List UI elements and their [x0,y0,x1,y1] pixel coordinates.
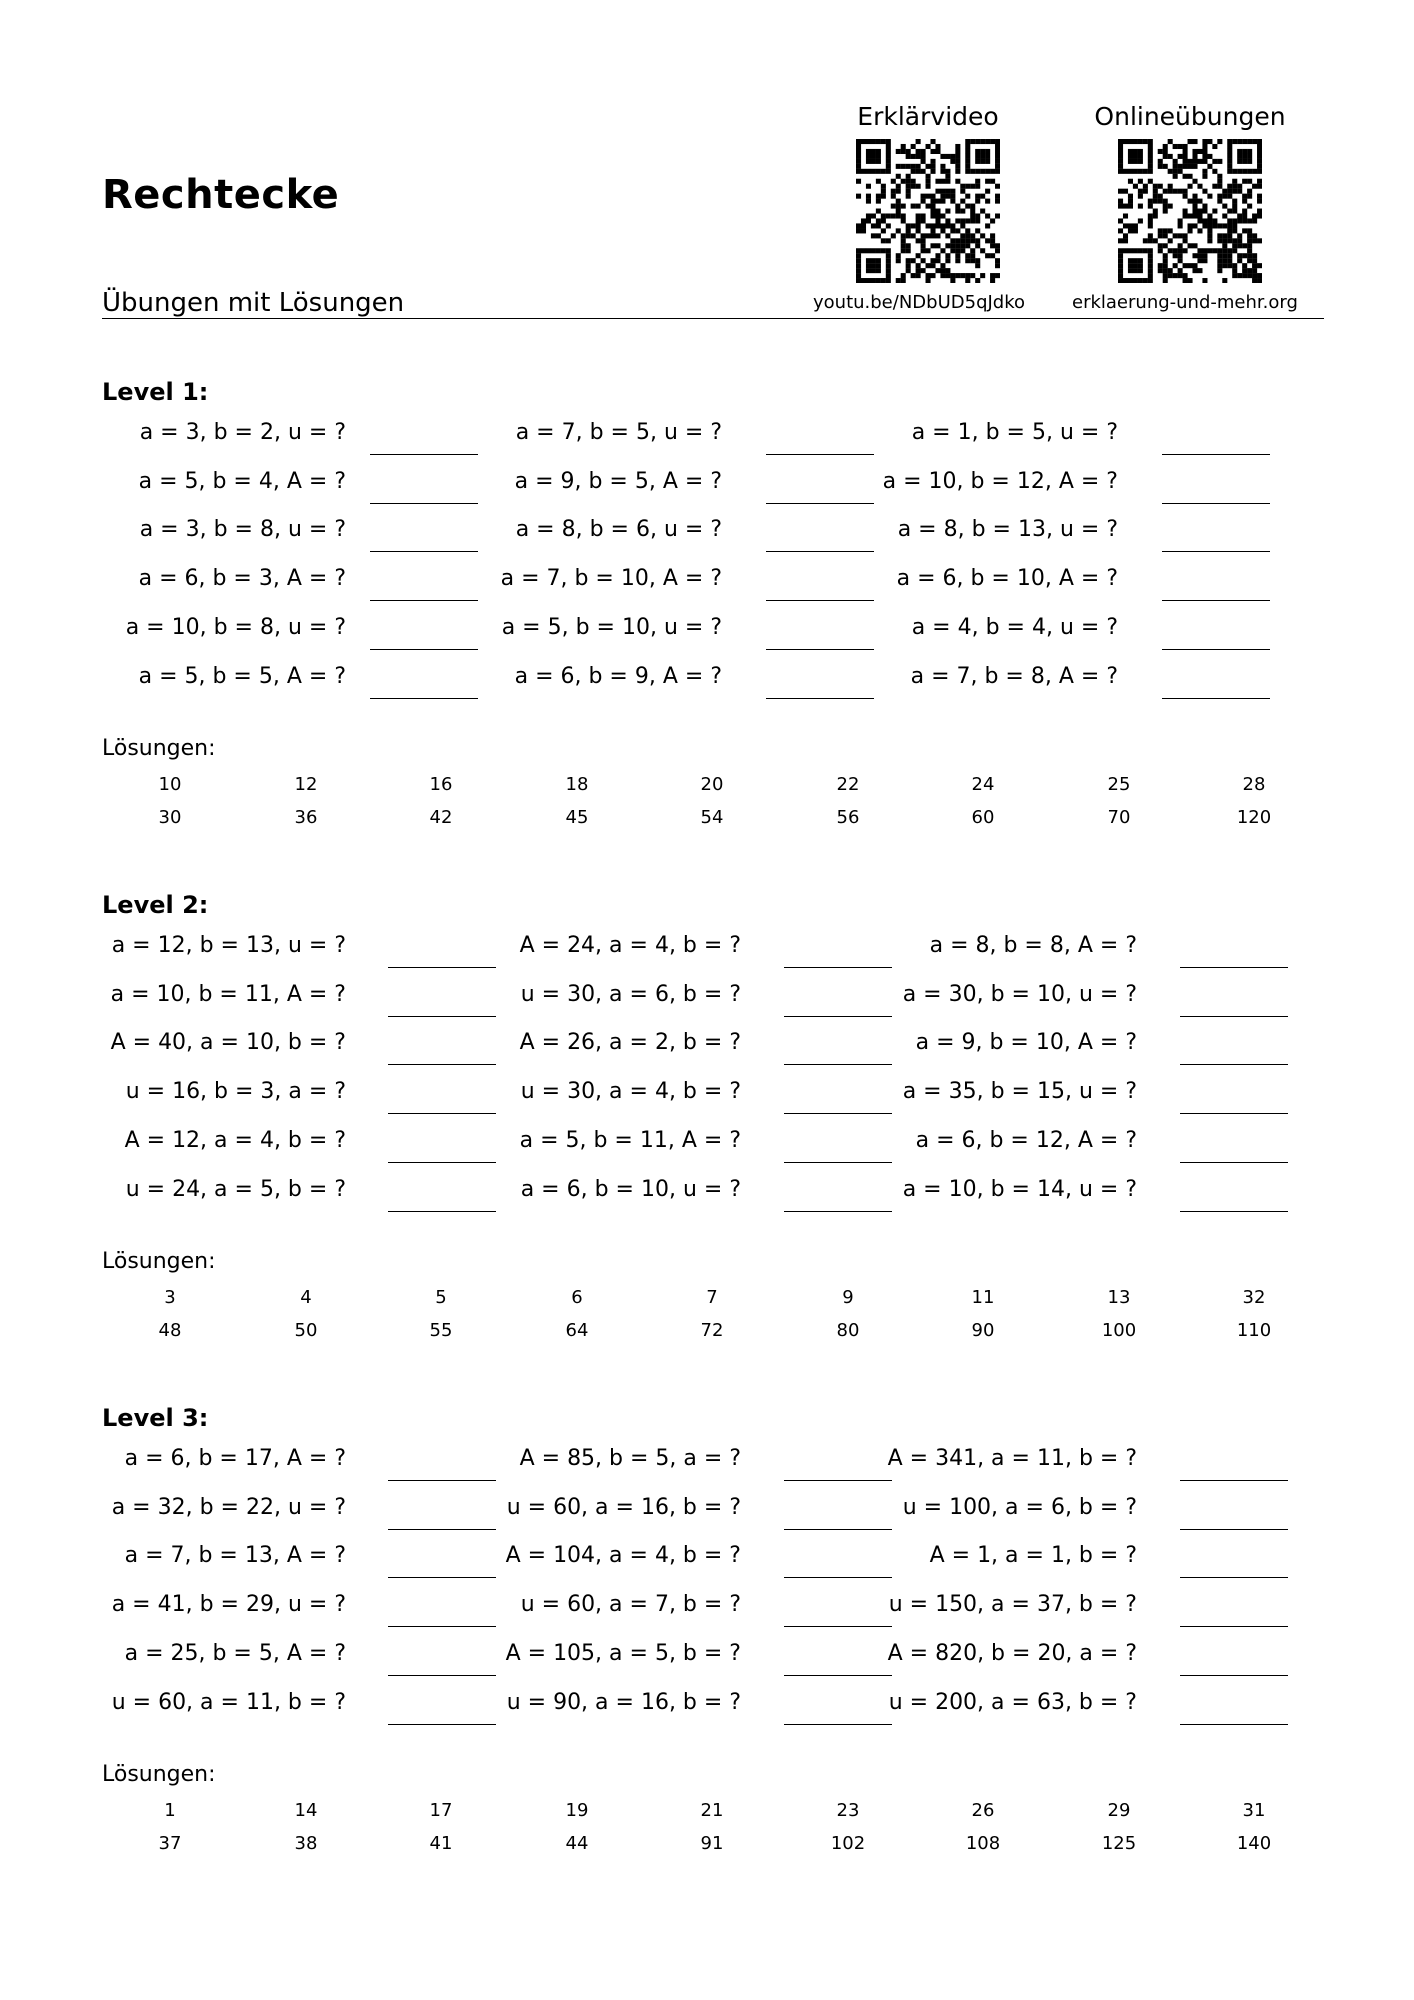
exercise-text: a = 7, b = 13, A = ? [124,1543,346,1569]
answer-line[interactable] [784,1162,892,1163]
exercise-text: A = 1, a = 1, b = ? [929,1543,1137,1569]
answer-line[interactable] [1180,1016,1288,1017]
answer-line[interactable] [784,1113,892,1114]
answer-line[interactable] [388,1016,496,1017]
exercise-text: a = 1, b = 5, u = ? [911,420,1118,445]
answer-line[interactable] [766,600,874,601]
solution-value: 5 [435,1287,447,1308]
exercise-text: a = 35, b = 15, u = ? [902,1079,1137,1105]
solution-value: 30 [158,807,182,828]
solution-value: 91 [700,1833,724,1854]
exercise-text: u = 100, a = 6, b = ? [902,1494,1137,1520]
solution-value: 64 [565,1320,589,1341]
solution-value: 45 [565,807,589,828]
exercise-text: u = 90, a = 16, b = ? [506,1689,741,1715]
answer-line[interactable] [784,967,892,968]
qr-url-video[interactable]: youtu.be/NDbUD5qJdko [813,292,1026,313]
solutions-label: Lösungen: [102,1762,216,1787]
exercise-text: a = 8, b = 8, A = ? [929,933,1137,958]
exercise-text: a = 7, b = 10, A = ? [500,566,722,592]
exercise-text: u = 60, a = 16, b = ? [506,1494,741,1520]
answer-line[interactable] [784,1529,892,1530]
exercise-text: a = 6, b = 10, A = ? [896,566,1118,592]
answer-line[interactable] [388,1626,496,1627]
exercise-text: a = 6, b = 17, A = ? [124,1446,346,1471]
solution-value: 100 [1101,1320,1137,1341]
solution-value: 37 [158,1833,182,1854]
answer-line[interactable] [1180,1529,1288,1530]
exercise-text: u = 30, a = 4, b = ? [520,1079,741,1105]
solution-value: 14 [294,1800,318,1821]
answer-line[interactable] [1180,1211,1288,1212]
solution-value: 56 [836,807,860,828]
solution-value: 72 [700,1320,724,1341]
solution-value: 22 [836,774,860,795]
solution-value: 29 [1107,1800,1131,1821]
solution-value: 80 [836,1320,860,1341]
exercise-text: a = 10, b = 11, A = ? [110,981,346,1007]
exercise-text: A = 85, b = 5, a = ? [519,1446,741,1471]
exercise-text: a = 10, b = 14, u = ? [902,1176,1137,1202]
solution-value: 12 [294,774,318,795]
answer-line[interactable] [1162,649,1270,650]
answer-line[interactable] [1180,1162,1288,1163]
header-divider [102,318,1324,319]
qr-block-online [1085,102,1295,283]
exercise-text: u = 150, a = 37, b = ? [888,1592,1137,1618]
qr-code-icon[interactable] [1118,139,1262,283]
answer-line[interactable] [1180,1064,1288,1065]
answer-line[interactable] [766,698,874,699]
page-title: Rechtecke [102,172,340,218]
exercise-text: a = 7, b = 8, A = ? [910,663,1118,689]
solutions-label: Lösungen: [102,736,216,761]
solution-value: 48 [158,1320,182,1341]
exercise-text: a = 32, b = 22, u = ? [111,1494,346,1520]
answer-line[interactable] [784,1064,892,1065]
solution-value: 3 [164,1287,176,1308]
answer-line[interactable] [1162,454,1270,455]
solution-value: 50 [294,1320,318,1341]
answer-line[interactable] [370,600,478,601]
exercise-text: a = 7, b = 5, u = ? [515,420,722,445]
exercise-text: a = 9, b = 10, A = ? [915,1030,1137,1056]
solution-value: 28 [1242,774,1266,795]
solution-value: 102 [830,1833,866,1854]
solution-value: 11 [971,1287,995,1308]
exercise-text: a = 4, b = 4, u = ? [911,614,1118,640]
exercise-text: a = 5, b = 4, A = ? [138,468,346,494]
solution-value: 44 [565,1833,589,1854]
answer-line[interactable] [370,551,478,552]
level-title: Level 1: [102,378,209,406]
qr-block-video [838,102,1018,283]
exercise-text: A = 104, a = 4, b = ? [505,1543,741,1569]
answer-line[interactable] [766,649,874,650]
answer-line[interactable] [784,1675,892,1676]
exercise-text: a = 8, b = 6, u = ? [515,517,722,543]
exercise-text: a = 5, b = 11, A = ? [519,1127,741,1153]
solution-value: 21 [700,1800,724,1821]
exercise-text: a = 25, b = 5, A = ? [124,1640,346,1666]
answer-line[interactable] [784,1626,892,1627]
exercise-text: u = 200, a = 63, b = ? [888,1689,1137,1715]
exercise-text: a = 5, b = 5, A = ? [138,663,346,689]
solution-value: 4 [300,1287,312,1308]
exercise-text: a = 30, b = 10, u = ? [902,981,1137,1007]
solution-value: 38 [294,1833,318,1854]
exercise-text: a = 3, b = 8, u = ? [139,517,346,543]
solution-value: 26 [971,1800,995,1821]
solution-value: 140 [1236,1833,1272,1854]
exercise-text: u = 30, a = 6, b = ? [520,981,741,1007]
exercise-text: A = 105, a = 5, b = ? [505,1640,741,1666]
qr-code-icon[interactable] [856,139,1000,283]
exercise-text: a = 10, b = 12, A = ? [882,468,1118,494]
exercise-text: u = 60, a = 11, b = ? [111,1689,346,1715]
solution-value: 110 [1236,1320,1272,1341]
answer-line[interactable] [766,551,874,552]
solution-value: 9 [842,1287,854,1308]
exercise-text: a = 6, b = 12, A = ? [915,1127,1137,1153]
answer-line[interactable] [1162,600,1270,601]
solution-value: 54 [700,807,724,828]
qr-url-online[interactable]: erklaerung-und-mehr.org [1072,292,1298,313]
answer-line[interactable] [388,1162,496,1163]
answer-line[interactable] [1180,1675,1288,1676]
answer-line[interactable] [370,503,478,504]
solution-value: 17 [429,1800,453,1821]
answer-line[interactable] [388,1113,496,1114]
exercise-text: a = 8, b = 13, u = ? [897,517,1118,543]
answer-line[interactable] [1180,1577,1288,1578]
exercise-text: a = 9, b = 5, A = ? [514,468,722,494]
solution-value: 24 [971,774,995,795]
exercise-text: A = 40, a = 10, b = ? [110,1030,346,1056]
answer-line[interactable] [766,503,874,504]
answer-line[interactable] [784,1211,892,1212]
solution-value: 31 [1242,1800,1266,1821]
answer-line[interactable] [370,454,478,455]
answer-line[interactable] [766,454,874,455]
page-subtitle: Übungen mit Lösungen [102,288,405,318]
solution-value: 7 [706,1287,718,1308]
level-title: Level 2: [102,891,209,919]
exercise-text: a = 12, b = 13, u = ? [111,933,346,958]
exercise-text: a = 6, b = 3, A = ? [138,566,346,592]
answer-line[interactable] [388,1064,496,1065]
qr-label-online: Onlineübungen [1094,102,1286,131]
answer-line[interactable] [784,1724,892,1725]
answer-line[interactable] [1180,1480,1288,1481]
exercise-text: a = 5, b = 10, u = ? [501,614,722,640]
exercise-text: a = 10, b = 8, u = ? [125,614,346,640]
exercise-text: A = 26, a = 2, b = ? [519,1030,741,1056]
solution-value: 18 [565,774,589,795]
exercise-text: u = 24, a = 5, b = ? [125,1176,346,1202]
exercise-text: a = 6, b = 9, A = ? [514,663,722,689]
answer-line[interactable] [388,1675,496,1676]
qr-label-video: Erklärvideo [857,102,999,131]
solution-value: 70 [1107,807,1131,828]
answer-line[interactable] [388,1211,496,1212]
answer-line[interactable] [1162,551,1270,552]
solution-value: 25 [1107,774,1131,795]
exercise-text: A = 12, a = 4, b = ? [124,1127,346,1153]
solution-value: 108 [965,1833,1001,1854]
answer-line[interactable] [1180,967,1288,968]
solution-value: 60 [971,807,995,828]
solution-value: 55 [429,1320,453,1341]
exercise-text: u = 16, b = 3, a = ? [125,1079,346,1105]
solution-value: 10 [158,774,182,795]
solution-value: 13 [1107,1287,1131,1308]
answer-line[interactable] [388,1480,496,1481]
exercise-text: u = 60, a = 7, b = ? [520,1592,741,1618]
answer-line[interactable] [784,1016,892,1017]
answer-line[interactable] [388,967,496,968]
exercise-text: a = 41, b = 29, u = ? [111,1592,346,1618]
exercise-text: A = 820, b = 20, a = ? [887,1640,1137,1666]
level-title: Level 3: [102,1404,209,1432]
exercise-text: A = 341, a = 11, b = ? [887,1446,1137,1471]
solution-value: 42 [429,807,453,828]
solution-value: 90 [971,1320,995,1341]
solution-value: 16 [429,774,453,795]
answer-line[interactable] [784,1577,892,1578]
answer-line[interactable] [1162,503,1270,504]
solution-value: 1 [164,1800,176,1821]
exercise-text: A = 24, a = 4, b = ? [519,933,741,958]
answer-line[interactable] [388,1724,496,1725]
exercise-text: a = 6, b = 10, u = ? [520,1176,741,1202]
answer-line[interactable] [388,1577,496,1578]
answer-line[interactable] [370,649,478,650]
solution-value: 32 [1242,1287,1266,1308]
answer-line[interactable] [1162,698,1270,699]
solution-value: 19 [565,1800,589,1821]
solution-value: 6 [571,1287,583,1308]
solution-value: 125 [1101,1833,1137,1854]
solution-value: 20 [700,774,724,795]
solution-value: 23 [836,1800,860,1821]
answer-line[interactable] [388,1529,496,1530]
answer-line[interactable] [1180,1724,1288,1725]
solution-value: 41 [429,1833,453,1854]
answer-line[interactable] [1180,1626,1288,1627]
answer-line[interactable] [370,698,478,699]
solution-value: 36 [294,807,318,828]
solution-value: 120 [1236,807,1272,828]
exercise-text: a = 3, b = 2, u = ? [139,420,346,445]
answer-line[interactable] [784,1480,892,1481]
answer-line[interactable] [1180,1113,1288,1114]
solutions-label: Lösungen: [102,1249,216,1274]
